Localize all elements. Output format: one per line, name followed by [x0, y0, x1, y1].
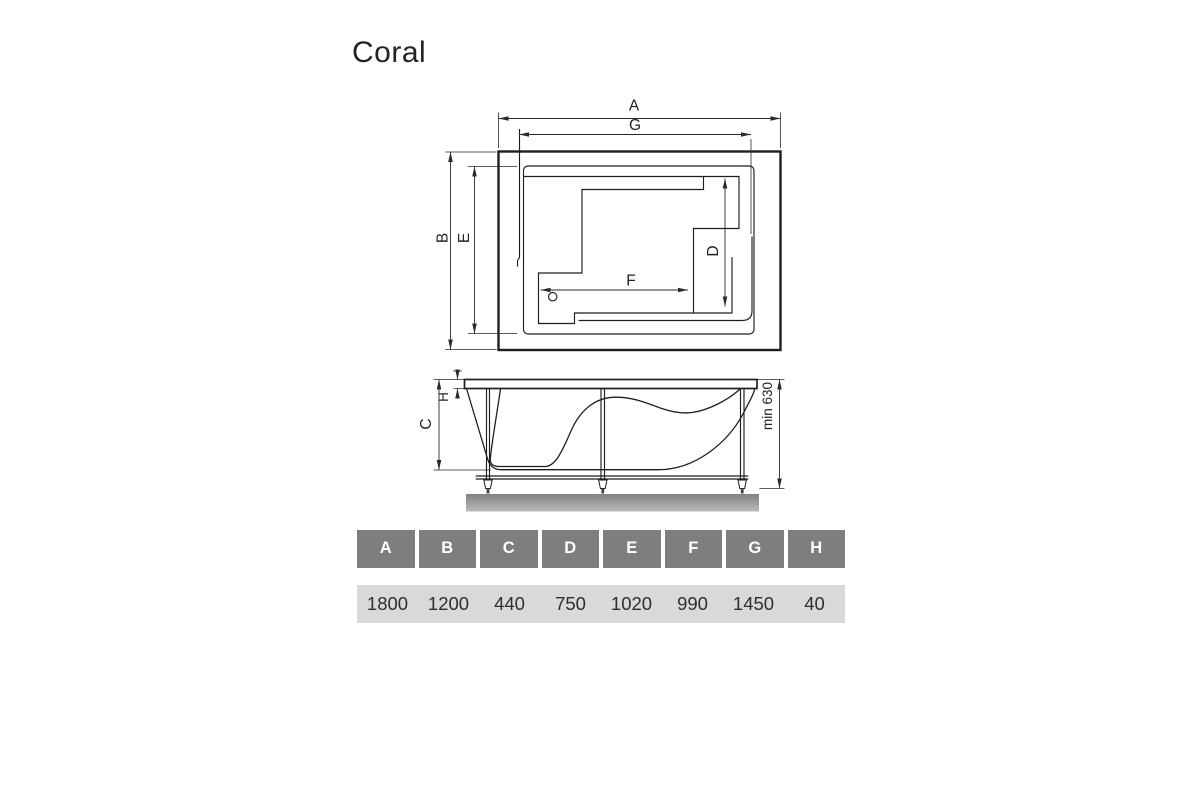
frame-feet [484, 480, 747, 494]
table-value-cell: 1200 [427, 592, 470, 614]
table-value-cell: 1450 [732, 592, 775, 614]
rim-board [465, 380, 758, 389]
drain-hole [549, 293, 557, 301]
side-view [418, 371, 785, 512]
dim-min-height-label: min 630 [760, 381, 775, 431]
dim-h-label: H [436, 392, 451, 402]
dim-a-label: A [628, 97, 640, 115]
table-value-cell: 1800 [366, 592, 409, 614]
dim-c [418, 380, 491, 471]
page-title: Coral [352, 36, 427, 69]
left-seam-line [518, 129, 520, 267]
table-header-cell: B [419, 530, 477, 568]
right-shelf-line [579, 237, 753, 321]
tub-inner-profile [490, 389, 740, 467]
table-header-cell: E [603, 530, 661, 568]
dim-d-label: D [705, 245, 722, 257]
table-value-cell: 750 [555, 592, 586, 614]
table-header-cell: H [788, 530, 846, 568]
frame-bar [476, 476, 749, 479]
table-header-cell: D [542, 530, 600, 568]
table-header-cell: A [357, 530, 415, 568]
ground [466, 494, 759, 512]
dim-c-label: C [418, 418, 435, 430]
dim-b-label: B [434, 232, 452, 244]
dim-e-label: E [456, 232, 473, 244]
table-header-row [357, 530, 845, 568]
table-value-cell: 440 [494, 592, 525, 614]
table-value-cell: 1020 [610, 592, 653, 614]
table-value-row [357, 585, 845, 623]
dim-h [436, 371, 464, 402]
dim-f [541, 273, 689, 291]
tub-outer-profile [467, 389, 755, 470]
seat-edge-line [694, 257, 733, 313]
dim-e [456, 167, 517, 334]
table-header-cell: F [665, 530, 723, 568]
dim-g [519, 117, 751, 234]
table-value-cell: 990 [677, 592, 708, 614]
dimension-table [357, 530, 845, 623]
dim-b [435, 152, 497, 350]
dim-g-label: G [628, 117, 642, 134]
dim-d [705, 179, 725, 307]
plan-view [435, 98, 781, 351]
table-header-cell: C [480, 530, 538, 568]
dim-min-height [758, 380, 785, 489]
table-header-cell: G [726, 530, 784, 568]
table-value-cell: 40 [804, 592, 825, 614]
dim-f-label: F [626, 272, 636, 290]
